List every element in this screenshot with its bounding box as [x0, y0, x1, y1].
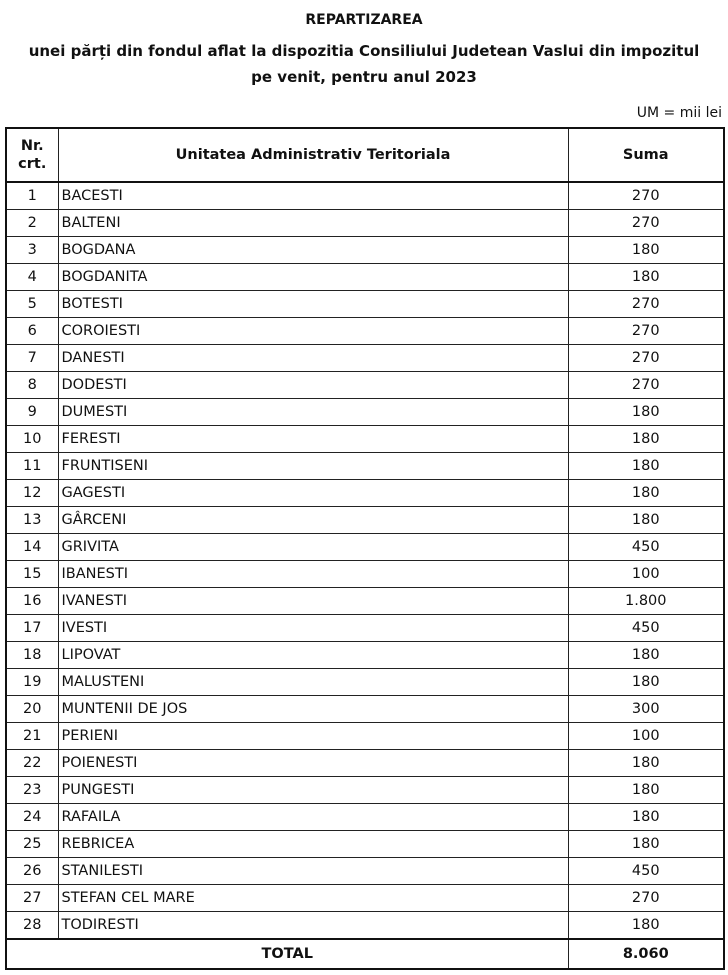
row-sum: 450 [568, 534, 724, 561]
table-row [6, 534, 724, 561]
table-row [6, 399, 724, 426]
row-sum: 1.800 [568, 588, 724, 615]
row-unit-name: BOTESTI [58, 291, 568, 318]
row-sum: 180 [568, 831, 724, 858]
row-number: 4 [6, 264, 58, 291]
row-number: 8 [6, 372, 58, 399]
row-unit-name: MALUSTENI [58, 669, 568, 696]
row-number: 3 [6, 237, 58, 264]
row-number: 26 [6, 858, 58, 885]
unit-note: UM = mii lei [636, 105, 722, 121]
row-unit-name: IVESTI [58, 615, 568, 642]
table-row [6, 885, 724, 912]
row-unit-name: BACESTI [58, 182, 568, 210]
row-number: 21 [6, 723, 58, 750]
row-sum: 450 [568, 615, 724, 642]
table-row [6, 642, 724, 669]
table-row [6, 588, 724, 615]
row-sum: 180 [568, 480, 724, 507]
row-number: 10 [6, 426, 58, 453]
row-number: 14 [6, 534, 58, 561]
row-unit-name: IBANESTI [58, 561, 568, 588]
table-row [6, 669, 724, 696]
row-sum: 270 [568, 210, 724, 237]
row-sum: 180 [568, 426, 724, 453]
row-number: 11 [6, 453, 58, 480]
table-row [6, 264, 724, 291]
table-row [6, 804, 724, 831]
row-number: 20 [6, 696, 58, 723]
row-number: 12 [6, 480, 58, 507]
document-subtitle-line1: unei părți din fondul aflat la dispozitia Consiliului Judetean Vaslui din impozitul [28, 42, 700, 60]
table-row [6, 372, 724, 399]
row-unit-name: DUMESTI [58, 399, 568, 426]
row-unit-name: REBRICEA [58, 831, 568, 858]
table-row [6, 237, 724, 264]
row-number: 16 [6, 588, 58, 615]
row-number: 2 [6, 210, 58, 237]
header-unit-name: Unitatea Administrativ Teritoriala [58, 128, 568, 182]
row-unit-name: GÂRCENI [58, 507, 568, 534]
document-subtitle-line2: pe venit, pentru anul 2023 [251, 68, 477, 86]
table-row [6, 750, 724, 777]
table-row [6, 507, 724, 534]
table-row [6, 777, 724, 804]
row-sum: 270 [568, 885, 724, 912]
row-sum: 180 [568, 804, 724, 831]
row-sum: 300 [568, 696, 724, 723]
row-unit-name: BALTENI [58, 210, 568, 237]
row-unit-name: DODESTI [58, 372, 568, 399]
table-row [6, 858, 724, 885]
table-row [6, 182, 724, 210]
table-row [6, 453, 724, 480]
row-number: 7 [6, 345, 58, 372]
row-unit-name: BOGDANA [58, 237, 568, 264]
table-row [6, 345, 724, 372]
row-unit-name: PERIENI [58, 723, 568, 750]
row-sum: 180 [568, 642, 724, 669]
row-sum: 270 [568, 345, 724, 372]
row-unit-name: GAGESTI [58, 480, 568, 507]
row-number: 13 [6, 507, 58, 534]
row-sum: 450 [568, 858, 724, 885]
row-number: 17 [6, 615, 58, 642]
row-sum: 270 [568, 291, 724, 318]
table-row [6, 831, 724, 858]
row-unit-name: GRIVITA [58, 534, 568, 561]
row-number: 19 [6, 669, 58, 696]
row-unit-name: FRUNTISENI [58, 453, 568, 480]
table-header-row [6, 128, 724, 182]
row-unit-name: COROIESTI [58, 318, 568, 345]
row-number: 27 [6, 885, 58, 912]
row-unit-name: TODIRESTI [58, 912, 568, 940]
row-sum: 270 [568, 318, 724, 345]
table-row [6, 291, 724, 318]
allocation-table [5, 127, 725, 970]
row-unit-name: POIENESTI [58, 750, 568, 777]
row-number: 9 [6, 399, 58, 426]
table-body [6, 182, 724, 939]
row-number: 1 [6, 182, 58, 210]
row-sum: 180 [568, 399, 724, 426]
row-number: 22 [6, 750, 58, 777]
document-title: REPARTIZAREA [305, 12, 423, 28]
table-row [6, 318, 724, 345]
row-unit-name: DANESTI [58, 345, 568, 372]
row-number: 28 [6, 912, 58, 940]
row-number: 6 [6, 318, 58, 345]
row-sum: 180 [568, 669, 724, 696]
table-row [6, 210, 724, 237]
row-unit-name: STANILESTI [58, 858, 568, 885]
row-unit-name: RAFAILA [58, 804, 568, 831]
total-label: TOTAL [6, 939, 568, 969]
header-sum: Suma [568, 128, 724, 182]
row-sum: 180 [568, 237, 724, 264]
table-row [6, 912, 724, 940]
row-unit-name: PUNGESTI [58, 777, 568, 804]
table-row [6, 561, 724, 588]
row-unit-name: BOGDANITA [58, 264, 568, 291]
header-nr-crt: Nr. crt. [6, 128, 58, 182]
table-row [6, 480, 724, 507]
row-sum: 180 [568, 453, 724, 480]
row-number: 18 [6, 642, 58, 669]
total-row [6, 939, 724, 969]
table-row [6, 696, 724, 723]
total-value: 8.060 [568, 939, 724, 969]
row-number: 15 [6, 561, 58, 588]
row-sum: 100 [568, 561, 724, 588]
table-row [6, 723, 724, 750]
table-row [6, 426, 724, 453]
row-number: 25 [6, 831, 58, 858]
row-unit-name: STEFAN CEL MARE [58, 885, 568, 912]
row-unit-name: FERESTI [58, 426, 568, 453]
row-sum: 180 [568, 264, 724, 291]
row-sum: 180 [568, 777, 724, 804]
table-row [6, 615, 724, 642]
row-number: 23 [6, 777, 58, 804]
row-sum: 180 [568, 912, 724, 940]
row-sum: 270 [568, 182, 724, 210]
row-sum: 180 [568, 507, 724, 534]
row-unit-name: IVANESTI [58, 588, 568, 615]
row-number: 24 [6, 804, 58, 831]
row-sum: 270 [568, 372, 724, 399]
row-sum: 100 [568, 723, 724, 750]
row-number: 5 [6, 291, 58, 318]
row-sum: 180 [568, 750, 724, 777]
row-unit-name: MUNTENII DE JOS [58, 696, 568, 723]
row-unit-name: LIPOVAT [58, 642, 568, 669]
